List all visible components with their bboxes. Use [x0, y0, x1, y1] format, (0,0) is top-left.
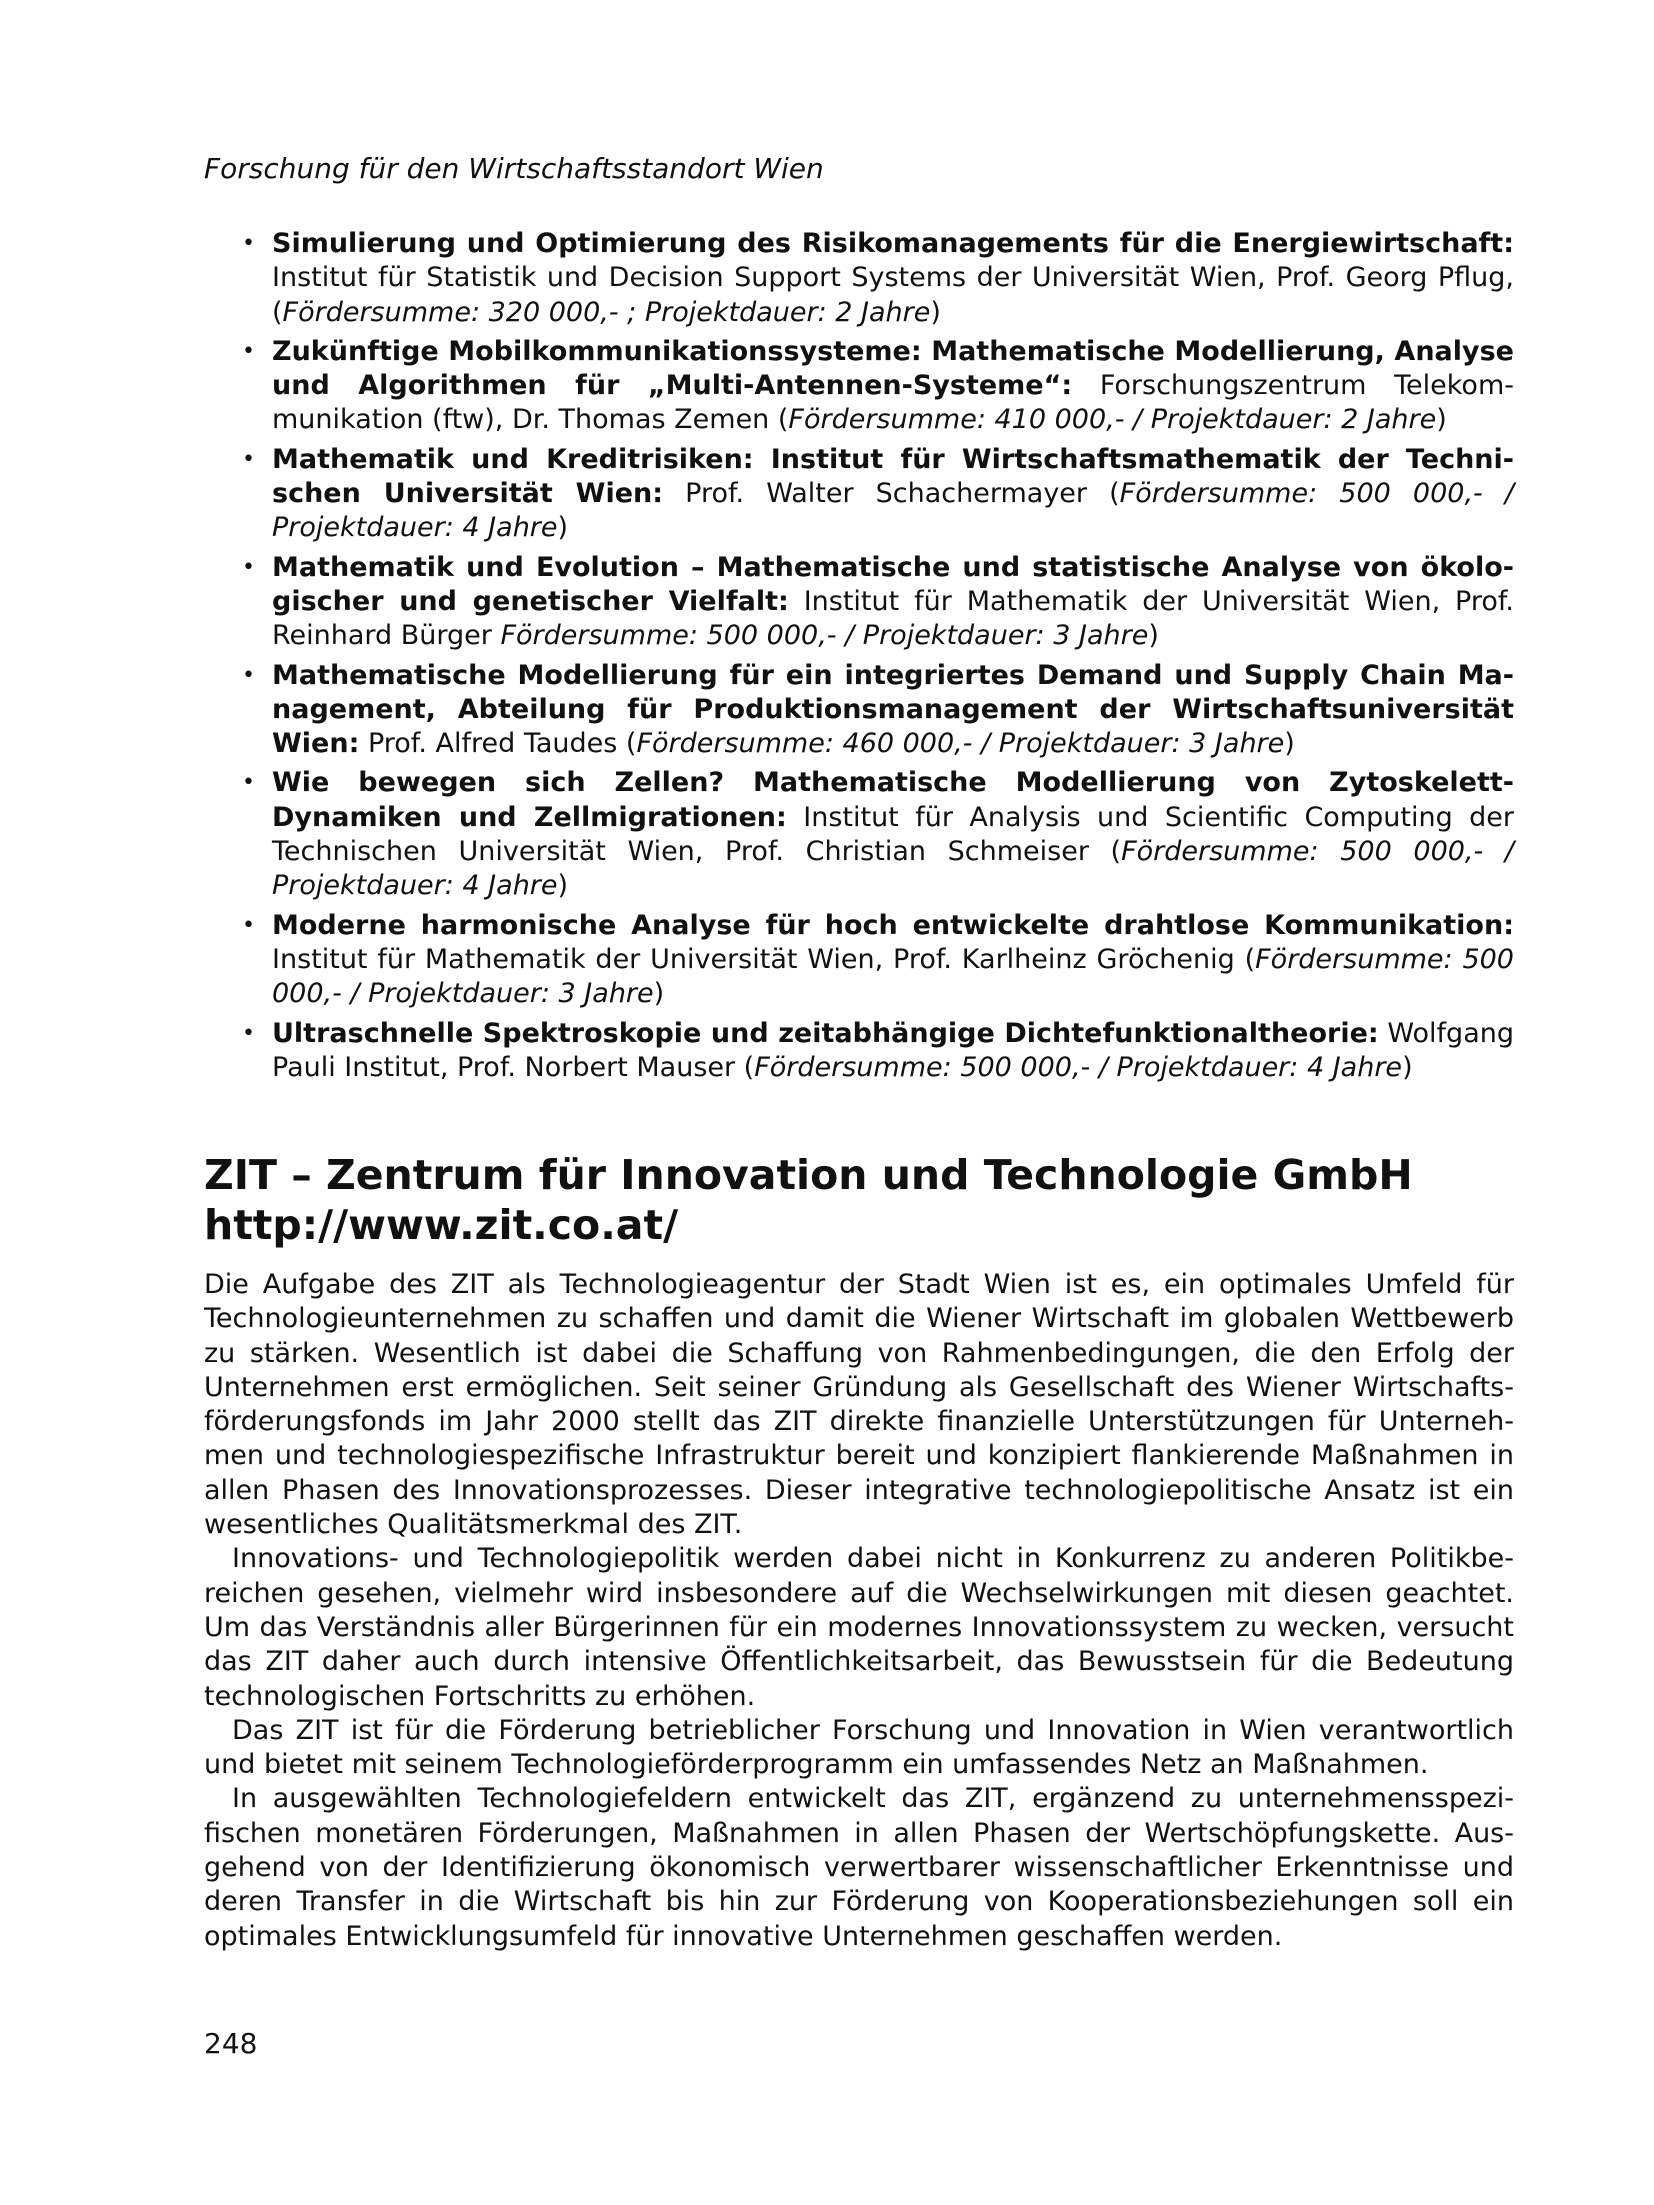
list-item [204, 766, 1514, 903]
page-number: 248 [204, 2027, 258, 2060]
bullet-icon: • [242, 554, 255, 580]
project-funding: Fördersumme: 500 000,- / Projektdauer: 4 Jahre [754, 1051, 1403, 1083]
project-detail: Institut für Statistik und Decision Support Systems der Universität Wien, Prof. Georg Pflug, ( [272, 262, 1514, 328]
project-title: Wie bewegen sich Zellen? Mathematische Modellierung von Zytoskelett-Dynamiken und Zellmigrationen: [272, 767, 1514, 833]
list-item [204, 443, 1514, 546]
project-funding: Fördersumme: 500 000,- / Projektdauer: 4 Jahre [272, 478, 1514, 544]
project-funding: Fördersumme: 460 000,- / Projektdauer: 3 Jahre [636, 728, 1285, 760]
project-title: Mathematik und Evolution – Mathematische und statistische Analyse von ökologischer und genetischer Vielfalt: [272, 551, 1514, 617]
project-funding: Fördersumme: 500 000,- / Projektdauer: 3 Jahre [272, 943, 1514, 1010]
project-detail: Forschungszentrum Telekommunikation (ftw), Dr. Thomas Zemen ( [272, 370, 1514, 436]
bullet-icon: • [242, 770, 255, 796]
project-detail: Institut für Mathematik der Universität Wien, Prof. Karlheinz Gröchenig ( [272, 943, 1256, 975]
list-item [204, 659, 1514, 762]
paragraph: Innovations- und Technologiepolitik werden dabei nicht in Konkurrenz zu anderen Politikbereichen gesehen, vielmehr wird insbesondere auf die Wechselwirkungen mit diesen geachtet. Um das Verständnis aller Bürgerinnen für ein modernes Innovationssystem zu wecken, versucht das ZIT daher auch durch intensive Öffentlichkeitsarbeit, das Bewusstsein für die Bedeutung technologischen Fortschritts zu erhöhen. [204, 1543, 1514, 1712]
project-detail: Prof. Alfred Taudes ( [359, 728, 637, 760]
paragraph: Das ZIT ist für die Förderung betrieblicher Forschung und Innovation in Wien verantwortlich und bietet mit seinem Technologieförderprogramm ein umfassendes Netz an Maßnahmen. [204, 1714, 1514, 1781]
project-title: Mathematik und Kreditrisiken: Institut für Wirtschaftsmathematik der Technischen Universität Wien: [272, 443, 1514, 510]
project-funding: Fördersumme: 320 000,- ; Projektdauer: 2 Jahre [282, 296, 931, 328]
list-item [204, 551, 1514, 654]
project-close: ) [557, 512, 569, 544]
bullet-icon: • [242, 912, 255, 938]
project-close: ) [930, 296, 941, 328]
bullet-icon: • [242, 231, 255, 256]
project-close: ) [1436, 404, 1447, 436]
paragraph: In ausgewählten Technologiefeldern entwickelt das ZIT, ergänzend zu unternehmensspezifischen monetären Förderungen, Maßnahmen in allen Phasen der Wertschöpfungskette. Ausgehend von der Identifizierung ökonomisch verwertbarer wissenschaftlicher Erkenntnisse und deren Transfer in die Wirtschaft bis hin zur Förderung von Kooperationsbeziehungen soll ein optimales Entwicklungsumfeld für innovative Unternehmen geschaffen werden. [204, 1783, 1514, 1952]
section-heading [204, 1150, 1514, 1250]
project-close: ) [653, 978, 665, 1010]
bullet-icon: • [242, 338, 255, 364]
bullet-icon: • [242, 1020, 255, 1046]
project-close: ) [1402, 1051, 1413, 1083]
section-title: ZIT – Zentrum für Innovation und Technologie GmbH [204, 1151, 1413, 1199]
project-detail: Institut für Analysis und Scientific Computing der Technischen Universität Wien, Prof. Christian Schmeiser ( [272, 801, 1514, 868]
list-item [204, 909, 1514, 1012]
project-title: Zukünftige Mobilkommunikationssysteme: Mathematische Modellierung, Analyse und Algorithmen für „Multi-Antennen-Systeme“: [272, 335, 1514, 402]
project-funding: Fördersumme: 500 000,- / Projektdauer: 3 Jahre [500, 620, 1149, 652]
project-detail: Institut für Mathematik der Universität Wien, Prof. Reinhard Bürger [272, 585, 1515, 652]
bullet-icon: • [242, 446, 255, 472]
project-title: Simulierung und Optimierung des Risikomanagements für die Energiewirtschaft: [272, 228, 1514, 259]
project-title: Ultraschnelle Spektroskopie und zeitabhängige Dichtefunktionaltheorie: [272, 1017, 1379, 1049]
project-title: Mathematische Modellierung für ein integriertes Demand und Supply Chain Management, Abteilung für Produktionsmanagement der Wirtschaftsuniversität Wien: [272, 659, 1514, 760]
project-close: ) [1284, 728, 1295, 760]
project-close: ) [557, 870, 569, 902]
paragraph: Die Aufgabe des ZIT als Technologieagentur der Stadt Wien ist es, ein optimales Umfeld für Technologieunternehmen zu schaffen und damit die Wiener Wirtschaft im globalen Wettbewerb zu stärken. Wesentlich ist dabei die Schaffung von Rahmenbedingungen, die den Erfolg der Unternehmen erst ermöglichen. Seit seiner Gründung als Gesellschaft des Wiener Wirtschaftsförderungsfonds im Jahr 2000 stellt das ZIT direkte finanzielle Unterstützungen für Unternehmen und technologiespezifische Infrastruktur bereit und konzipiert flankierende Maßnahmen in allen Phasen des Innovationsprozesses. Dieser integrative technologiepolitische Ansatz ist ein wesentliches Qualitätsmerkmal des ZIT. [204, 1269, 1514, 1541]
list-item [204, 1017, 1514, 1086]
project-detail: Wolfgang Pauli Institut, Prof. Norbert Mauser ( [272, 1017, 1514, 1083]
running-header: Forschung für den Wirtschaftsstandort Wien [204, 152, 824, 185]
project-list [204, 227, 1514, 1090]
list-item [204, 227, 1514, 330]
project-title: Moderne harmonische Analyse für hoch entwickelte drahtlose Kommunikation: [272, 909, 1514, 941]
project-detail: Prof. Walter Schachermayer ( [663, 478, 1120, 510]
bullet-icon: • [242, 662, 255, 688]
project-funding: Fördersumme: 500 000,- / Projektdauer: 4 Jahre [272, 836, 1514, 902]
project-funding: Fördersumme: 410 000,- / Projektdauer: 2 Jahre [788, 404, 1437, 436]
section-body [204, 1268, 1514, 1954]
project-close: ) [1148, 620, 1159, 652]
list-item [204, 335, 1514, 438]
section-url: http://www.zit.co.at/ [204, 1201, 679, 1249]
